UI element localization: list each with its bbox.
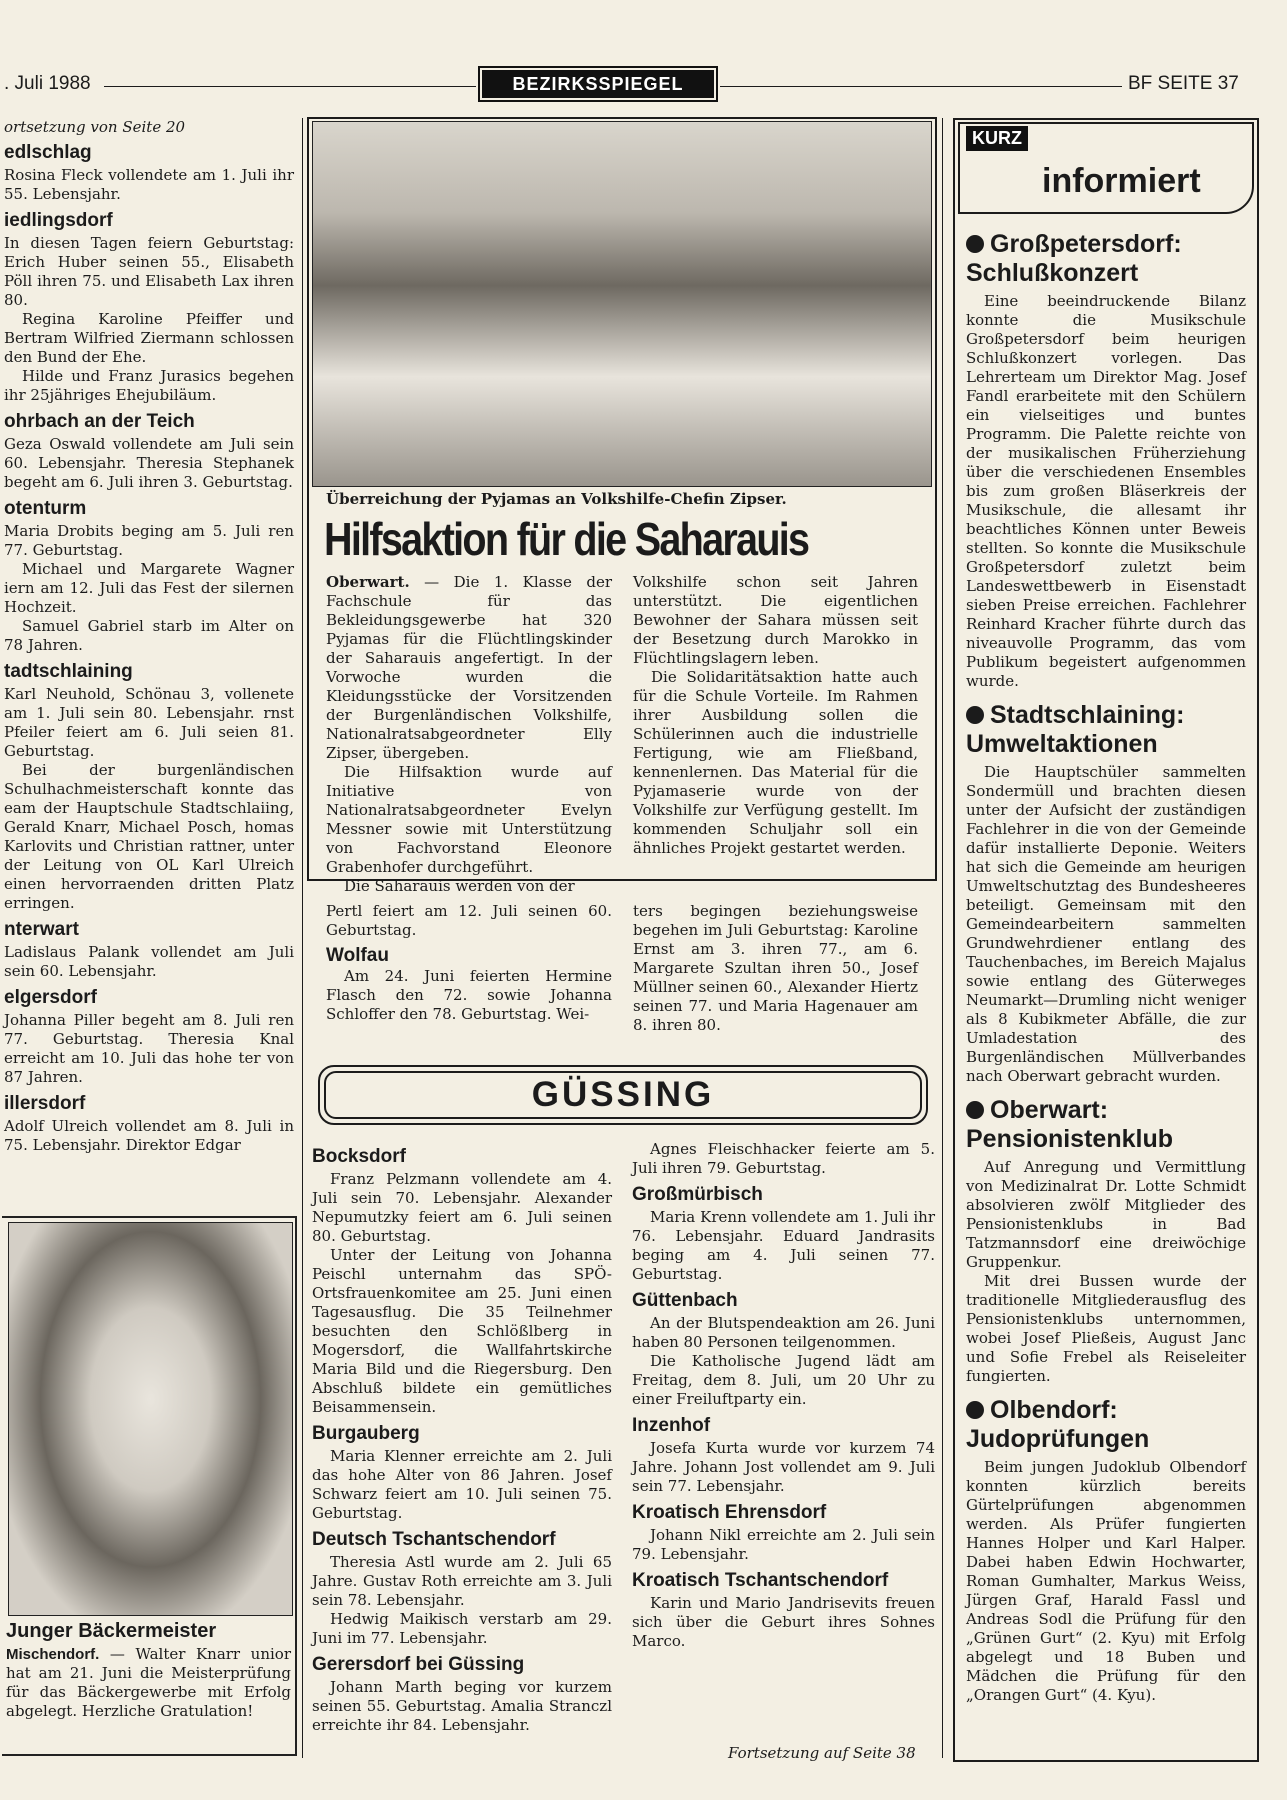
kurz-logo-bottom: informiert xyxy=(1042,162,1201,200)
left-item-para: Samuel Gabriel starb im Alter on 78 Jahren. xyxy=(4,617,294,654)
left-item-para: Michael und Margarete Wagner iern am 12. Juli das Fest der silernen Hochzeit. xyxy=(4,560,294,616)
continuation-note: ortsetzung von Seite 20 xyxy=(4,118,186,136)
left-item-para: Geza Oswald vollendete am Juli sein 60. Lebensjahr. Theresia Stephanek begeht am 6. Juli ihren 3. Geburtstag. xyxy=(4,435,294,491)
kurz-item-heading xyxy=(966,1096,1246,1154)
guessing-village-body xyxy=(312,1170,612,1417)
guessing-village-title: Inzenhof xyxy=(632,1415,711,1436)
left-item-body xyxy=(4,943,294,981)
left-item-title: tadtschlaining xyxy=(4,661,133,682)
left-item-title: edlschlag xyxy=(4,142,92,163)
kurz-item-topic: Pensionistenklub xyxy=(966,1125,1173,1153)
guessing-village-body xyxy=(632,1314,935,1409)
left-item-para: Johanna Piller begeht am 8. Juli ren 77. Geburtstag. Theresia Knal erreicht am 10. Juli das hohe ter von 87 Jahren. xyxy=(4,1011,294,1086)
left-item-para: In diesen Tagen feiern Geburtstag: Erich Huber seinen 55., Elisabeth Pöll ihren 75. und Elisabeth Lax ihren 80. xyxy=(4,234,294,309)
kurz-item-topic: Umweltaktionen xyxy=(966,730,1158,758)
guessing-village-title: Burgauberg xyxy=(312,1423,420,1444)
guessing-village-body xyxy=(632,1439,935,1496)
feature-col1-para-1: Die Hilfsaktion wurde auf Initiative von Nationalratsabgeordneter Evelyn Messner sowie mit Unterstützung von Fachvorstand Eleonore Grabenhofer durchgeführt. xyxy=(326,763,612,876)
header-page: BF SEITE 37 xyxy=(1128,73,1239,94)
guessing-village-para: Hedwig Maikisch verstarb am 29. Juni im 77. Lebensjahr. xyxy=(312,1610,612,1647)
kurz-item-para: Beim jungen Judoklub Olbendorf konnten kürzlich bereits Gürtelprüfungen abgenommen werden. Als Prüfer fungierten Hannes Holper und Karl Halper. Dabei haben Edwin Hochwarter, Roman Gumhalter, Markus Weiss, Jürgen Graf, Harald Fassl und Andreas Sodl die Prüfung für den „Grünen Gurt“ (2. Kyu) mit Erfolg abgelegt und 18 Buben und Mädchen die Prüfung für den „Orangen Gurt“ (4. Kyu). xyxy=(966,1458,1246,1704)
guessing-village-para: Theresia Astl wurde am 2. Juli 65 Jahre. Gustav Roth erreichte am 3. Juli sein 78. Lebensjahr. xyxy=(312,1553,612,1609)
guessing-village-para: Karin und Mario Jandrisevits freuen sich über die Geburt ihres Sohnes Marco. xyxy=(632,1594,935,1650)
guessing-village-para: Maria Klenner erreichte am 2. Juli das hohe Alter von 86 Jahren. Josef Schwarz feiert am 10. Juli seinen 75. Geburtstag. xyxy=(312,1447,612,1522)
guessing-village-para: Josefa Kurta wurde vor kurzem 74 Jahre. Johann Jost vollendet am 9. Juli sein 77. Lebensjahr. xyxy=(632,1439,935,1495)
guessing-village-para: Maria Krenn vollendete am 1. Juli ihr 76. Lebensjahr. Eduard Jandrasits beging am 4. Juli seinen 77. Geburtstag. xyxy=(632,1208,935,1283)
left-item-para: Bei der burgenländischen Schulhachmeisterschaft konnte das eam der Hauptschule Stadtschlaiing, Gerald Knarr, Michael Posch, homas Karlovits und Christian rattner, unter der Leitung von OL Karl Ulreich einen hervorraenden dritten Platz erringen. xyxy=(4,761,294,912)
kurz-logo-top: KURZ xyxy=(966,126,1028,151)
mid-geburtstag-text: ters begingen beziehungsweise begehen im Juli Geburtstag: Karoline Ernst am 3. ihren 77., am 6. Margarete Szultan ihren 50., Josef Müllner seinen 60., Alexander Hiertz seinen 77. und Maria Hagenauer am 8. ihren 80. xyxy=(633,902,918,1034)
guessing-village-body xyxy=(632,1526,935,1564)
feature-lead: Oberwart. xyxy=(326,573,410,591)
left-item-body xyxy=(4,435,294,492)
mid-pertl-text: Pertl feiert am 12. Juli seinen 60. Geburtstag. xyxy=(326,902,612,939)
section-banner: BEZIRKSSPIEGEL xyxy=(482,70,714,98)
feature-col2-para-1: Die Solidaritätsaktion hatte auch für die Schule Vorteile. Im Rahmen ihrer Ausbildung sollen die Schülerinnen auch die industrielle Fertigung, wie am Fließband, kennenlernen. Das Material für die Pyjamaserie wurde von der Volkshilfe zur Verfügung gestellt. Im kommenden Schuljahr soll ein ähnliches Projekt gestartet werden. xyxy=(633,668,918,857)
feature-headline: Hilfsaktion für die Saharauis xyxy=(324,513,809,565)
kurz-item-heading xyxy=(966,1396,1246,1454)
left-item-para: Hilde und Franz Jurasics begehen ihr 25jähriges Ehejubiläum. xyxy=(4,367,294,404)
kurz-item-topic: Schlußkonzert xyxy=(966,259,1139,287)
header-date: . Juli 1988 xyxy=(4,73,91,94)
baker-caption-body: — Walter Knarr unior hat am 21. Juni die Meisterprüfung für das Bäckergewerbe mit Erfolg abgelegt. Herzliche Gratulation! xyxy=(6,1645,291,1720)
left-item-body xyxy=(4,1011,294,1087)
guessing-village-title: Güttenbach xyxy=(632,1290,738,1311)
left-item-para: Ladislaus Palank vollendet am Juli sein 60. Lebensjahr. xyxy=(4,943,294,980)
wolfau-title: Wolfau xyxy=(326,945,389,966)
feature-col1-para-0: — Die 1. Klasse der Fachschule für das Bekleidungsgewerbe hat 320 Pyjamas für die Flüchtlingskinder der Saharauis angefertigt. In der Vorwoche wurden die Kleidungsstücke der Vorsitzenden der Burgenländischen Volkshilfe, Nationalratsabgeordneter Elly Zipser, übergeben. xyxy=(326,573,612,762)
guessing-village-body xyxy=(312,1447,612,1523)
left-item-para: Rosina Fleck vollendete am 1. Juli ihr 55. Lebensjahr. xyxy=(4,166,294,203)
left-item-title: illersdorf xyxy=(4,1093,86,1114)
header-rule-right xyxy=(720,86,1122,87)
guessing-village-title: Gerersdorf bei Güssing xyxy=(312,1654,525,1675)
bullet-icon xyxy=(966,1401,984,1419)
kurz-item-body xyxy=(966,292,1246,691)
kurz-item-body xyxy=(966,763,1246,1086)
guessing-village-body xyxy=(312,1553,612,1648)
kurz-item-body xyxy=(966,1458,1246,1705)
guessing-village-para: Die Katholische Jugend lädt am Freitag, dem 8. Juli, um 20 Uhr zu einer Freiluftparty ein. xyxy=(632,1352,935,1408)
left-item-body xyxy=(4,166,294,204)
left-item-title: ohrbach an der Teich xyxy=(4,411,195,432)
guessing-village-title: Deutsch Tschantschendorf xyxy=(312,1529,556,1550)
kurz-item-heading xyxy=(966,230,1246,288)
baker-caption-title: Junger Bäckermeister xyxy=(6,1620,217,1642)
kurz-item-para: Eine beeindruckende Bilanz konnte die Musikschule Großpetersdorf beim heurigen Schlußkonzert vorlegen. Das Lehrerteam um Direktor Mag. Josef Fandl erarbeitete mit den Schülern ein vielseitiges und buntes Programm. Die Palette reichte von der musikalischen Früherziehung über die verschiedenen Ensembles bis zum großen Bläserkreis der Musikschule, die allesamt ihr beachtliches Können unter Beweis stellten. So konnte die Musikschule Großpetersdorf zuletzt beim Landeswettbewerb in Eisenstadt sieben Preise erreichen. Fachlehrer Reinhard Kracher führte durch das niveauvolle Programm, das vom Publikum begeistert aufgenommen wurde. xyxy=(966,292,1246,690)
baker-caption-lead: Mischendorf. xyxy=(6,1646,100,1663)
guessing-village-para: An der Blutspendeaktion am 26. Juni haben 80 Personen teilgenommen. xyxy=(632,1314,935,1351)
left-item-title: iedlingsdorf xyxy=(4,210,113,231)
guessing-continued: Fortsetzung auf Seite 38 xyxy=(728,1744,916,1762)
kurz-item-place: Olbendorf: xyxy=(990,1396,1118,1424)
left-item-body xyxy=(4,1117,294,1155)
wolfau-text: Am 24. Juni feierten Hermine Flasch den 72. sowie Johanna Schloffer den 78. Geburtstag. Wei- xyxy=(326,967,612,1023)
guessing-banner xyxy=(318,1065,928,1125)
pyjama-handover-photo xyxy=(312,121,932,487)
kurz-item-para: Auf Anregung und Vermittlung von Medizinalrat Dr. Lotte Schmidt absolvieren zwölf Mitglieder des Pensionistenklubs in Bad Tatzmannsdorf eine dreiwöchige Gruppenkur. xyxy=(966,1158,1246,1271)
feature-col2-para-0: Volkshilfe schon seit Jahren unterstützt. Die eigentlichen Bewohner der Sahara müssen seit der Besetzung durch Marokko in Flüchtlingslagern leben. xyxy=(633,573,918,667)
feature-col1-para-2: Die Saharauis werden von der xyxy=(344,877,575,895)
left-item-body xyxy=(4,522,294,655)
left-item-title: nterwart xyxy=(4,919,79,940)
kurz-item-body xyxy=(966,1158,1246,1386)
kurz-logo xyxy=(958,122,1254,214)
guessing-village-body xyxy=(632,1208,935,1284)
feature-col-1 xyxy=(326,573,612,896)
guessing-village-title: Kroatisch Tschantschendorf xyxy=(632,1570,889,1591)
guessing-village-body xyxy=(632,1140,935,1178)
left-item-title: otenturm xyxy=(4,498,87,519)
left-item-para: Karl Neuhold, Schönau 3, vollenete am 1. Juli sein 80. Lebensjahr. rnst Pfeiler feiert am 6. Juli seien 81. Geburtstag. xyxy=(4,685,294,760)
guessing-village-title: Großmürbisch xyxy=(632,1184,763,1205)
guessing-village-title: Bocksdorf xyxy=(312,1146,406,1167)
left-item-body xyxy=(4,685,294,913)
kurz-item-place: Großpetersdorf: xyxy=(990,230,1182,258)
right-column-divider xyxy=(942,118,943,1758)
left-item-para: Regina Karoline Pfeiffer und Bertram Wilfried Ziermann schlossen den Bund der Ehe. xyxy=(4,310,294,366)
left-items xyxy=(4,142,294,1155)
guessing-village-title: Kroatisch Ehrensdorf xyxy=(632,1502,827,1523)
kurz-item-place: Oberwart: xyxy=(990,1096,1109,1124)
guessing-col-2 xyxy=(632,1140,935,1651)
left-column xyxy=(4,118,294,1155)
guessing-village-para: Franz Pelzmann vollendete am 4. Juli sein 70. Lebensjahr. Alexander Nepumutzky feiert am 6. Juli seinen 80. Geburtstag. xyxy=(312,1170,612,1245)
guessing-village-para: Johann Nikl erreichte am 2. Juli sein 79. Lebensjahr. xyxy=(632,1526,935,1563)
guessing-col-1 xyxy=(312,1140,612,1735)
left-item-body xyxy=(4,234,294,405)
kurz-item-heading xyxy=(966,701,1246,759)
header-rule-left xyxy=(104,86,476,87)
guessing-village-body xyxy=(312,1678,612,1735)
mid-col-1 xyxy=(326,902,612,1024)
left-item-para: Maria Drobits beging am 5. Juli ren 77. Geburtstag. xyxy=(4,522,294,559)
guessing-title: GÜSSING xyxy=(531,1075,715,1114)
kurz-item-para: Mit drei Bussen wurde der traditionelle Mitgliederausflug des Pensionistenklubs unternommen, wobei Josef Pließeis, August Janc und Sofie Frebel als Reiseleiter fungierten. xyxy=(966,1272,1246,1385)
kurz-items xyxy=(966,220,1246,1705)
kurz-item-topic: Judoprüfungen xyxy=(966,1425,1150,1453)
mid-col-2 xyxy=(633,902,918,1035)
left-column-divider xyxy=(302,118,303,1758)
bullet-icon xyxy=(966,1101,984,1119)
left-item-para: Adolf Ulreich vollendet am 8. Juli in 75. Lebensjahr. Direktor Edgar xyxy=(4,1117,294,1154)
bullet-icon xyxy=(966,706,984,724)
kurz-item-para: Die Hauptschüler sammelten Sondermüll und brachten diesen unter der Aufsicht der zuständigen Fachlehrer in die von der Gemeinde dafür installierte Deponie. Weiters hat sich die Gemeinde am heurigen Umweltschutztag des Bundesheeres beteiligt. Gemeinsam mit den Gemeindearbeitern sammelten Grundwehrdiener entlang des Tauchenbaches, im Bereich Majalus sowie entlang des Güterweges Neumarkt—Drumling nicht weniger als 8 Kubikmeter Abfälle, die zur Umladestation des Burgenländischen Müllverbandes nach Oberwart gebracht wurden. xyxy=(966,763,1246,1085)
baker-box-border xyxy=(2,1216,297,1756)
bullet-icon xyxy=(966,235,984,253)
left-item-title: elgersdorf xyxy=(4,987,97,1008)
kurz-item-place: Stadtschlaining: xyxy=(990,701,1185,729)
guessing-village-para: Unter der Leitung von Johanna Peischl unternahm das SPÖ-Ortsfrauenkomitee am 25. Juni einen Tagesausflug. Die 35 Teilnehmer besuchten den Schlößlberg in Mogersdorf, die Wallfahrtskirche Maria Bild und die Riegersburg. Den Abschluß bildete ein gemütliches Beisammensein. xyxy=(312,1246,612,1416)
feature-col-2 xyxy=(633,573,918,858)
guessing-village-body xyxy=(632,1594,935,1651)
feature-photo-caption: Überreichung der Pyjamas an Volkshilfe-Chefin Zipser. xyxy=(326,490,787,508)
guessing-village-para: Johann Marth beging vor kurzem seinen 55. Geburtstag. Amalia Stranczl erreichte ihr 84. Lebensjahr. xyxy=(312,1678,612,1734)
guessing-village-para: Agnes Fleischhacker feierte am 5. Juli ihren 79. Geburtstag. xyxy=(632,1140,935,1177)
